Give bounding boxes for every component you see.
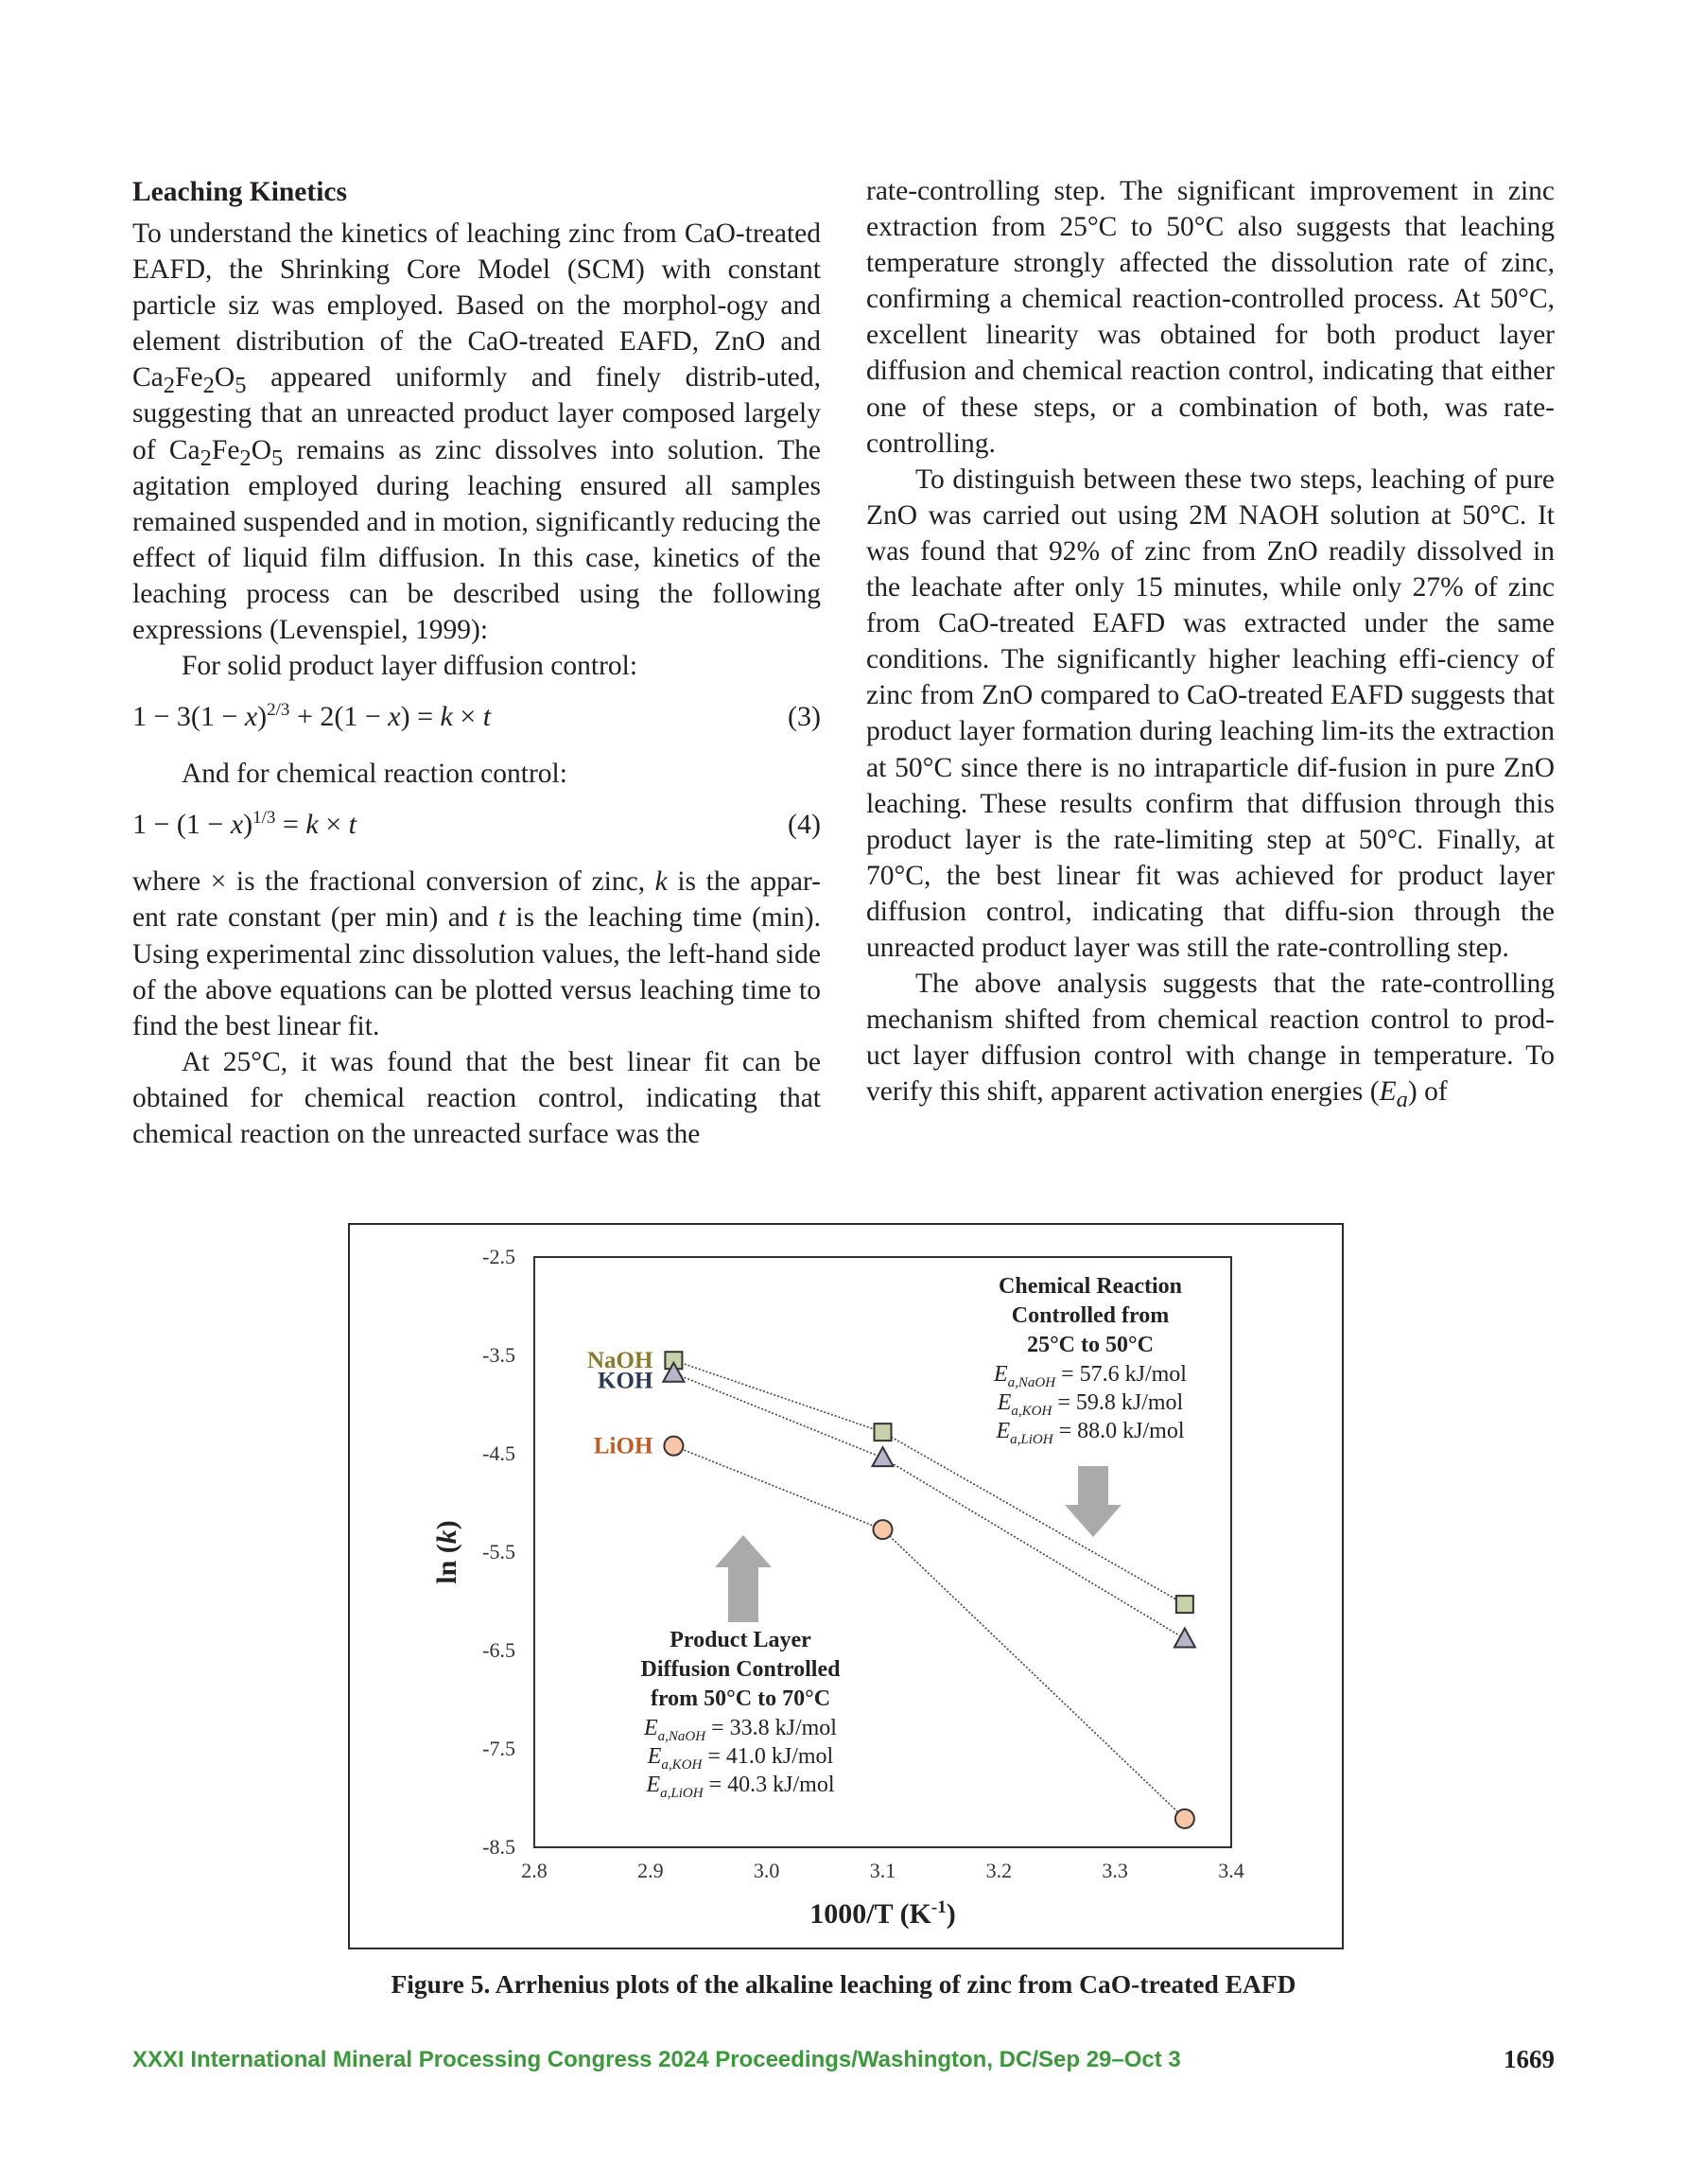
y-tick-label: -6.5 <box>482 1638 515 1662</box>
koh-point <box>873 1447 894 1466</box>
y-axis-label: ln (k) <box>431 1520 462 1584</box>
x-tick-label: 3.4 <box>1218 1859 1244 1882</box>
naoh-point <box>1176 1596 1193 1613</box>
diffusion-annotation-activation-energy: $E_{a,NaOH} = 33.8$ kJ/mol <box>644 1716 837 1744</box>
right-column <box>866 173 1555 1113</box>
down-arrow-icon <box>1065 1466 1122 1537</box>
chemical-annotation-activation-energy: $E_{a,LiOH} = 88.0$ kJ/mol <box>996 1419 1185 1447</box>
footer-conference: XXXI International Mineral Processing Congress 2024 Proceedings/Washington, DC/Sep 29–Oct 3 <box>132 2047 1181 2072</box>
lioh-point <box>874 1520 893 1539</box>
chemical-annotation-title-line: 25°C to 50°C <box>1027 1333 1154 1357</box>
chemical-annotation-title-line: Controlled from <box>1011 1303 1170 1328</box>
paragraph-25c: At 25°C, it was found that the best linear fit can be obtained for chemical reaction control, indicating that chemical reaction on the unreacted surface was the <box>132 1046 821 1149</box>
figure-5 <box>348 1223 1344 1949</box>
x-tick-label: 3.2 <box>985 1859 1013 1882</box>
right-paragraph-3: The above analysis suggests that the rate-controlling mechanism shifted from chemical reaction control to prod-uct layer diffusion control with change in temperature. To verify this shift, apparent activation energies $(E_a)$ of <box>866 969 1555 1113</box>
right-paragraph-1: rate-controlling step. The significant improvement in zinc extraction from 25°C to 50°C also suggests that leaching temperature strongly affected the dissolution rate of zinc, confirming a chemical reaction-controlled process. At 50°C, excellent linearity was obtained for both product layer diffusion and chemical reaction control, indicating that either one of these steps, or a combination of both, was rate-controlling. <box>866 176 1555 459</box>
y-tick-label: -2.5 <box>482 1245 515 1268</box>
equation-3-number: (3) <box>788 701 821 733</box>
equation-3: $1 - 3(1 - x)^{2/3} + 2(1 - x) = k \times t$ (3) <box>132 699 821 735</box>
lioh-point <box>1175 1809 1194 1828</box>
where-paragraph: where × is the fractional conversion of zinc, k is the appar-ent rate constant (per min) and t is the leaching time (min). Using experimental zinc dissolution values, the left-hand side of the above equations can be plotted versus leaching time to find the best linear fit. <box>132 866 821 1041</box>
y-tick-label: -3.5 <box>482 1343 515 1367</box>
equation-4: $1 - (1 - x)^{1/3} = k \times t$ (4) <box>132 807 821 843</box>
series-label-koh: KOH <box>598 1368 653 1394</box>
diffusion-annotation-activation-energy: $E_{a,LiOH} = 40.3$ kJ/mol <box>646 1773 835 1801</box>
arrhenius-chart <box>350 1225 1342 1948</box>
diffusion-annotation-title-line: Diffusion Controlled <box>640 1657 841 1682</box>
y-tick-label: -8.5 <box>482 1835 515 1859</box>
y-tick-label: -5.5 <box>482 1540 515 1564</box>
section-heading: Leaching Kinetics <box>132 177 347 207</box>
equation-4-number: (4) <box>788 809 821 841</box>
page-number: 1669 <box>1504 2045 1555 2073</box>
eq3-intro: For solid product layer diffusion control: <box>182 651 638 682</box>
up-arrow-icon <box>715 1535 772 1622</box>
x-tick-label: 2.9 <box>637 1859 664 1882</box>
x-tick-label: 3.3 <box>1102 1859 1128 1882</box>
x-axis-label: 1000/T $(K^{-1})$ <box>809 1897 956 1930</box>
right-paragraph-2: To distinguish between these two steps, leaching of pure ZnO was carried out using 2M NAOH solution at 50°C. It was found that 92% of zinc from ZnO readily dissolved in the leachate after only 15 minutes, while only 27% of zinc from CaO-treated EAFD was extracted under the same conditions. The significantly higher leaching effi-ciency of zinc from ZnO compared to CaO-treated EAFD suggests that product layer formation during leaching lim-its the extraction at 50°C since there is no intraparticle dif-fusion in pure ZnO leaching. These results confirm that diffusion through this product layer is the rate-limiting step at 50°C. Finally, at 70°C, the best linear fit was achieved for product layer diffusion control, indicating that diffu-sion through the unreacted product layer was still the rate-controlling step. <box>866 463 1555 963</box>
series-label-lioh: LiOH <box>593 1433 653 1459</box>
x-tick-label: 2.8 <box>521 1859 548 1882</box>
x-tick-label: 3.0 <box>753 1859 780 1882</box>
y-tick-label: -4.5 <box>482 1441 515 1465</box>
intro-paragraph: To understand the kinetics of leaching zinc from CaO-treated EAFD, the Shrinking Core Model (SCM) with constant particle siz was employed. Based on the morphol-ogy and element distribution of the CaO-treated EAFD, ZnO and $Ca_2Fe_2O_5$ appeared uniformly and finely distrib-uted, suggesting that an unreacted product layer composed largely of $Ca_2Fe_2O_5$ remains as zinc dissolves into solution. The agitation employed during leaching ensured all samples remained suspended and in motion, significantly reducing the effect of liquid film diffusion. In this case, kinetics of the leaching process can be described using the following expressions (Levenspiel, 1999): <box>132 218 822 646</box>
chemical-annotation-activation-energy: $E_{a,NaOH} = 57.6$ kJ/mol <box>994 1362 1187 1390</box>
chemical-annotation-title-line: Chemical Reaction <box>999 1274 1182 1299</box>
naoh-point <box>875 1424 892 1441</box>
left-column <box>132 173 821 1152</box>
koh-point <box>1174 1629 1195 1648</box>
y-tick-label: -7.5 <box>482 1737 515 1760</box>
eq4-intro: And for chemical reaction control: <box>182 759 567 790</box>
figure-caption: Figure 5. Arrhenius plots of the alkaline leaching of zinc from CaO-treated EAFD <box>391 1969 1296 1999</box>
chemical-annotation-activation-energy: $E_{a,KOH} = 59.8$ kJ/mol <box>997 1390 1184 1419</box>
diffusion-annotation-title-line: from 50°C to 70°C <box>650 1686 831 1711</box>
series-label-naoh: NaOH <box>586 1348 653 1374</box>
diffusion-annotation-activation-energy: $E_{a,KOH} = 41.0$ kJ/mol <box>647 1744 834 1773</box>
diffusion-annotation-title-line: Product Layer <box>670 1628 811 1652</box>
x-tick-label: 3.1 <box>869 1859 896 1882</box>
lioh-point <box>664 1437 683 1456</box>
